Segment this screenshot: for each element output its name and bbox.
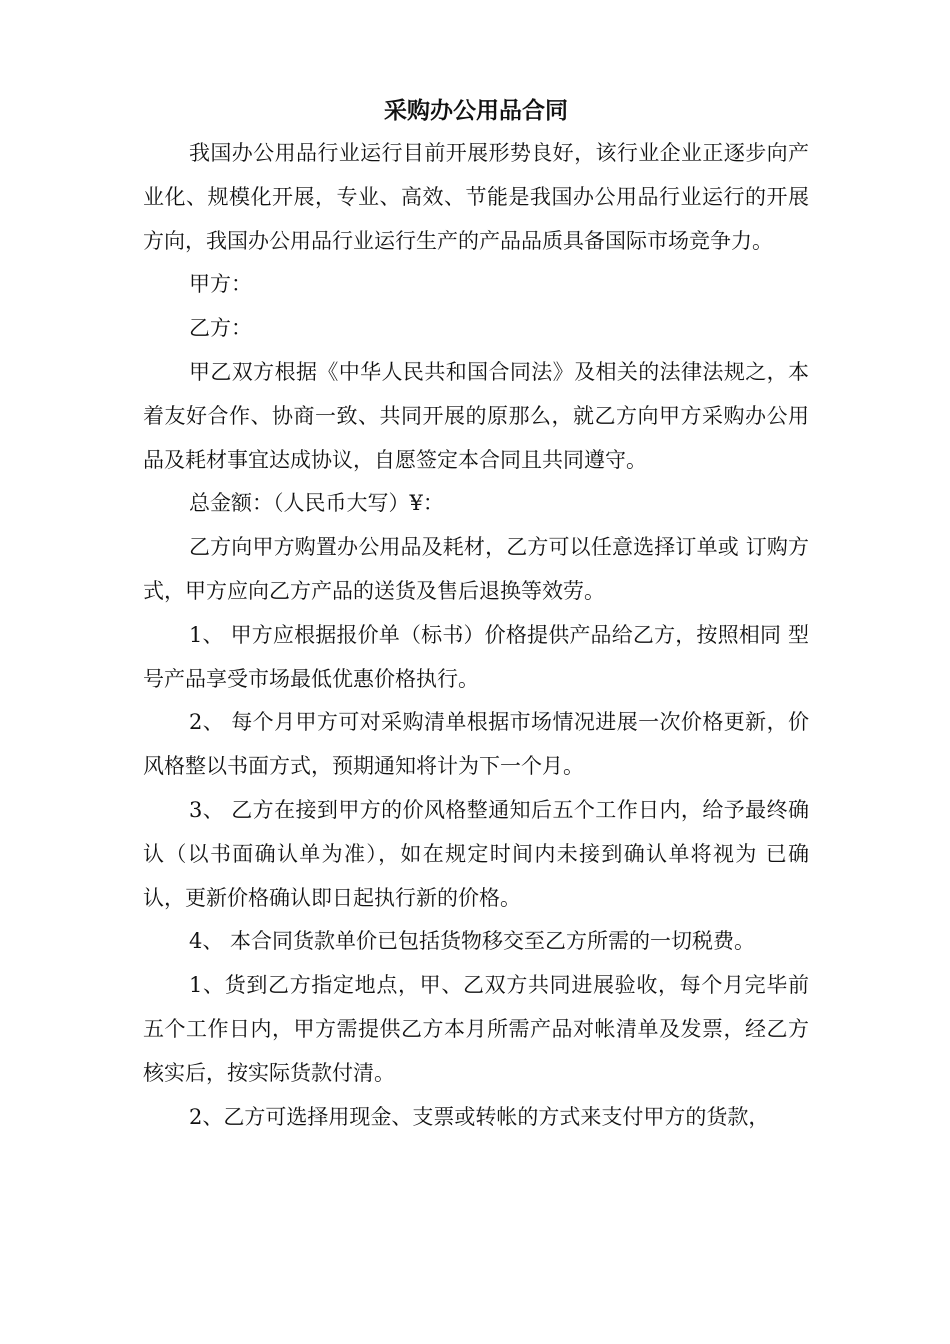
party-a-line: 甲方： xyxy=(189,272,252,297)
clause-payment-2: 2、乙方可选择用现金、支票或转帐的方式来支付甲方的货款， xyxy=(189,1104,770,1129)
clause-price-1: 1、 甲方应根据报价单（标书）价格提供产品给乙方，按照相同 型号产品享受市场最低优惠价格执行。 xyxy=(143,622,809,691)
paragraph-intro: 我国办公用品行业运行目前开展形势良好，该行业企业正逐步向产业化、规模化开展，专业、高效、节能是我国办公用品行业运行的开展方向，我国办公用品行业运行生产的产品品质具备国际市场竞争力。 xyxy=(143,141,809,253)
paragraph-purchase-method: 乙方向甲方购置办公用品及耗材，乙方可以任意选择订单或 订购方式，甲方应向乙方产品的送货及售后退换等效劳。 xyxy=(143,535,809,603)
paragraph-agreement-basis: 甲乙双方根据《中华人民共和国合同法》及相关的法律法规之，本着友好合作、协商一致、共同开展的原那么，就乙方向甲方采购办公用品及耗材事宜达成协议，自愿签定本合同且共同遵守。 xyxy=(143,359,809,472)
clause-price-4: 4、 本合同货款单价已包括货物移交至乙方所需的一切税费。 xyxy=(189,929,756,954)
document-title: 采购办公用品合同 xyxy=(384,98,568,124)
clause-payment-1: 1、货到乙方指定地点，甲、乙双方共同进展验收，每个月完毕前五个工作日内，甲方需提供乙方本月所需产品对帐清单及发票，经乙方核实后，按实际货款付清。 xyxy=(143,973,809,1085)
total-amount-line: 总金额：（人民币大写）¥： xyxy=(189,491,444,516)
party-b-line: 乙方： xyxy=(189,316,252,341)
clause-price-3: 3、 乙方在接到甲方的价风格整通知后五个工作日内，给予最终确认（以书面确认单为准），如在规定时间内未接到确认单将视为 已确认，更新价格确认即日起执行新的价格。 xyxy=(143,797,809,910)
document-body xyxy=(143,90,809,1139)
clause-price-2: 2、 每个月甲方可对采购清单根据市场情况进展一次价格更新，价风格整以书面方式，预期通知将计为下一个月。 xyxy=(143,710,809,779)
